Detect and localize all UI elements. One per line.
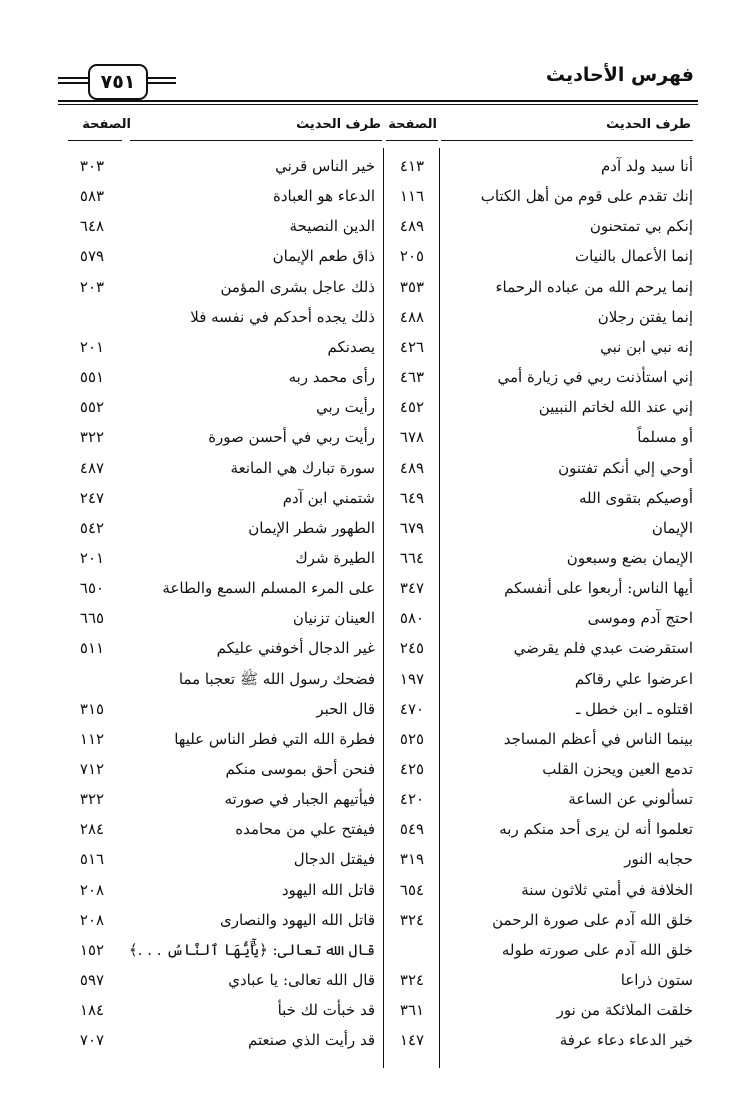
hadith-entry: خلق الله آدم على صورة الرحمن bbox=[492, 911, 693, 929]
hadith-entry: ذاق طعم الإيمان bbox=[272, 247, 375, 265]
page-ref: ١١٦ bbox=[399, 187, 425, 205]
hadith-entry: العينان تزنيان bbox=[292, 609, 375, 627]
hadith-entry: أوصيكم بتقوى الله bbox=[578, 489, 693, 507]
page-ref: ٦٥٠ bbox=[79, 579, 105, 597]
page-ref: ٥٩٧ bbox=[79, 971, 105, 989]
hadith-entry: ذلك يجده أحدكم في نفسه فلا bbox=[190, 308, 375, 326]
left-hadith-underline bbox=[130, 140, 382, 141]
hadith-entry: قاتل الله اليهود والنصارى bbox=[219, 911, 375, 929]
page-ref: ٣٢٢ bbox=[79, 428, 105, 446]
page-ref: ٣٢٤ bbox=[399, 911, 425, 929]
hadith-entry: إنما يرحم الله من عباده الرحماء bbox=[495, 278, 693, 296]
hadith-entry: شتمني ابن آدم bbox=[282, 489, 375, 507]
hadith-entry: الإيمان بضع وسبعون bbox=[566, 549, 693, 567]
page-ref: ٥٥١ bbox=[79, 368, 105, 386]
hadith-entry: إنك تقدم على قوم من أهل الكتاب bbox=[480, 187, 693, 205]
hadith-entry: حجابه النور bbox=[624, 850, 693, 868]
header-title: فهرس الأحاديث bbox=[545, 64, 694, 86]
page-ref: ٣٤٧ bbox=[399, 579, 425, 597]
page-ref bbox=[62, 665, 122, 694]
page-ref: ٦٧٩ bbox=[399, 519, 425, 537]
page-ref: ١٨٤ bbox=[79, 1001, 105, 1019]
hadith-entry: فضحك رسول الله ﷺ تعجبا مما bbox=[178, 670, 375, 688]
page-ref: ٢٨٤ bbox=[79, 820, 105, 838]
hadith-entry: بينما الناس في أعظم المساجد bbox=[503, 730, 693, 748]
page-ref: ٧٠٧ bbox=[79, 1031, 105, 1049]
hadith-entry: قال الله تعالى: ﴿يَٰٓأَيُّهَا ٱلنَّاسُ . . .﴾ bbox=[128, 941, 375, 959]
hadith-entry: خلقت الملائكة من نور bbox=[556, 1001, 693, 1019]
hadith-entry: تعلموا أنه لن يرى أحد منكم ربه bbox=[499, 820, 693, 838]
right-hadith-underline bbox=[441, 140, 693, 141]
page-ref: ٤١٣ bbox=[399, 157, 425, 175]
page-ref: ٥٤٩ bbox=[399, 820, 425, 838]
page-ref: ٥١٦ bbox=[79, 850, 105, 868]
header-rule bbox=[58, 100, 698, 102]
hadith-entry: فنحن أحق بموسى منكم bbox=[225, 760, 375, 778]
page-ref: ٣٢٢ bbox=[79, 790, 105, 808]
hadith-entry: ستون ذراعا bbox=[620, 971, 693, 989]
page-ref: ٧١٢ bbox=[79, 760, 105, 778]
page-number: ٧٥١ bbox=[88, 64, 148, 100]
page-ref: ٤٨٩ bbox=[399, 217, 425, 235]
hadith-entry: إنما الأعمال بالنيات bbox=[575, 247, 693, 265]
page-ref: ٤٢٥ bbox=[399, 760, 425, 778]
hadith-entry: سورة تبارك هي المانعة bbox=[230, 459, 375, 477]
page-ref: ٤٢٠ bbox=[399, 790, 425, 808]
page-ref: ١٤٧ bbox=[399, 1031, 425, 1049]
page-ref: ٥٨٣ bbox=[79, 187, 105, 205]
page-ref: ٥٧٩ bbox=[79, 247, 105, 265]
hadith-entry: تدمع العين ويحزن القلب bbox=[542, 760, 693, 778]
hadith-entry: خلق الله آدم على صورته طوله bbox=[501, 941, 693, 959]
page-ref: ٥١١ bbox=[79, 639, 105, 657]
page-ref: ٥٥٢ bbox=[79, 398, 105, 416]
page-ref: ٣٦١ bbox=[399, 1001, 425, 1019]
page-ref: ١٩٧ bbox=[399, 670, 425, 688]
hadith-entry: قد رأيت الذي صنعتم bbox=[247, 1031, 375, 1049]
right-page-underline bbox=[386, 140, 438, 141]
hadith-entry: أنا سيد ولد آدم bbox=[600, 157, 693, 175]
right-page-heading: الصفحة bbox=[388, 117, 437, 132]
hadith-entry: الإيمان bbox=[651, 519, 693, 537]
hadith-entry: أوحي إلي أنكم تفتنون bbox=[558, 459, 693, 477]
page-ref: ٣١٥ bbox=[79, 700, 105, 718]
hadith-entry: الخلافة في أمتي ثلاثون سنة bbox=[521, 881, 693, 899]
page-ref: ٦٥٤ bbox=[399, 881, 425, 899]
page-ref: ٤٢٦ bbox=[399, 338, 425, 356]
page-ref: ٥٤٢ bbox=[79, 519, 105, 537]
hadith-entry: تسألوني عن الساعة bbox=[568, 790, 693, 808]
hadith-entry: الدين النصيحة bbox=[289, 217, 375, 235]
hadith-entry: على المرء المسلم السمع والطاعة bbox=[162, 579, 375, 597]
page-ref bbox=[386, 936, 438, 965]
right-hadith-heading: طرف الحديث bbox=[606, 117, 691, 132]
hadith-entry: إنكم بي تمتحنون bbox=[589, 217, 693, 235]
right-column-divider bbox=[439, 148, 440, 1068]
hadith-entry: إني عند الله لخاتم النبيين bbox=[538, 398, 693, 416]
page-ref: ٥٨٠ bbox=[399, 609, 425, 627]
page-ref: ٣٠٣ bbox=[79, 157, 105, 175]
hadith-entry: قاتل الله اليهود bbox=[281, 881, 375, 899]
page-header bbox=[58, 62, 698, 106]
page-ref: ٦٤٩ bbox=[399, 489, 425, 507]
page-ref: ٢٠٨ bbox=[79, 911, 105, 929]
page-ref bbox=[62, 303, 122, 332]
hadith-entry: أو مسلماً bbox=[637, 428, 693, 446]
page-ref: ٢٠٣ bbox=[79, 278, 105, 296]
hadith-entry: خير الناس قرني bbox=[275, 157, 375, 175]
header-rule-thin bbox=[58, 104, 698, 105]
page-ref: ٢٤٧ bbox=[79, 489, 105, 507]
hadith-entry: رأيت ربي bbox=[315, 398, 375, 416]
left-hadith-heading: طرف الحديث bbox=[296, 117, 381, 132]
hadith-entry: خير الدعاء دعاء عرفة bbox=[559, 1031, 693, 1049]
hadith-entry: ذلك عاجل بشرى المؤمن bbox=[220, 278, 375, 296]
page-ref: ٢٠١ bbox=[79, 549, 105, 567]
left-page-underline bbox=[68, 140, 122, 141]
page-ref: ٦٦٤ bbox=[399, 549, 425, 567]
page-ref: ٣٥٣ bbox=[399, 278, 425, 296]
hadith-entry: يصدنكم bbox=[327, 338, 375, 356]
page-ref: ٢٠٨ bbox=[79, 881, 105, 899]
hadith-entry: أيها الناس: أربعوا على أنفسكم bbox=[504, 579, 693, 597]
page-ref: ٦٦٥ bbox=[79, 609, 105, 627]
page-ref: ٤٨٨ bbox=[399, 308, 425, 326]
left-page-heading: الصفحة bbox=[82, 117, 131, 132]
page-ref: ٥٢٥ bbox=[399, 730, 425, 748]
hadith-entry: إني استأذنت ربي في زيارة أمي bbox=[497, 368, 693, 386]
page-ref: ٢٤٥ bbox=[399, 639, 425, 657]
hadith-entry: الدعاء هو العبادة bbox=[273, 187, 375, 205]
hadith-entry: الطيرة شرك bbox=[295, 549, 375, 567]
hadith-entry: احتج آدم وموسى bbox=[587, 609, 693, 627]
hadith-entry: فيقتل الدجال bbox=[293, 850, 375, 868]
page-ref: ١٥٢ bbox=[79, 941, 105, 959]
page-ref: ٦٤٨ bbox=[79, 217, 105, 235]
page-ref: ٤٥٢ bbox=[399, 398, 425, 416]
hadith-entry: فيأتيهم الجبار في صورته bbox=[224, 790, 375, 808]
hadith-entry: الطهور شطر الإيمان bbox=[248, 519, 375, 537]
page-ref: ٣١٩ bbox=[399, 850, 425, 868]
hadith-entry: رأيت ربي في أحسن صورة bbox=[208, 428, 375, 446]
hadith-entry: رأى محمد ربه bbox=[288, 368, 375, 386]
page-ref: ٢٠٥ bbox=[399, 247, 425, 265]
hadith-entry: اعرضوا علي رقاكم bbox=[574, 670, 693, 688]
page-ref: ١١٢ bbox=[79, 730, 105, 748]
hadith-entry: غير الدجال أخوفني عليكم bbox=[216, 639, 375, 657]
hadith-entry: فيفتح علي من محامده bbox=[235, 820, 375, 838]
page-number-ornament bbox=[58, 68, 176, 94]
hadith-entry: فطرة الله التي فطر الناس عليها bbox=[174, 730, 375, 748]
page-ref: ٢٠١ bbox=[79, 338, 105, 356]
hadith-entry: اقتلوه ـ ابن خطل ـ bbox=[576, 700, 693, 718]
hadith-entry: قال الله تعالى: يا عبادي bbox=[228, 971, 375, 989]
page-ref: ٣٢٤ bbox=[399, 971, 425, 989]
hadith-entry: قد خبأت لك خبأ bbox=[277, 1001, 375, 1019]
page-ref: ٦٧٨ bbox=[399, 428, 425, 446]
hadith-entry: استقرضت عبدي فلم يقرضي bbox=[513, 639, 693, 657]
page-ref: ٤٨٧ bbox=[79, 459, 105, 477]
page-ref: ٤٦٣ bbox=[399, 368, 425, 386]
page-ref: ٤٨٩ bbox=[399, 459, 425, 477]
hadith-entry: إنه نبي ابن نبي bbox=[600, 338, 693, 356]
center-column-divider bbox=[383, 148, 384, 1068]
page-ref: ٤٧٠ bbox=[399, 700, 425, 718]
hadith-entry: إنما يفتن رجلان bbox=[597, 308, 693, 326]
hadith-entry: قال الحبر bbox=[316, 700, 375, 718]
